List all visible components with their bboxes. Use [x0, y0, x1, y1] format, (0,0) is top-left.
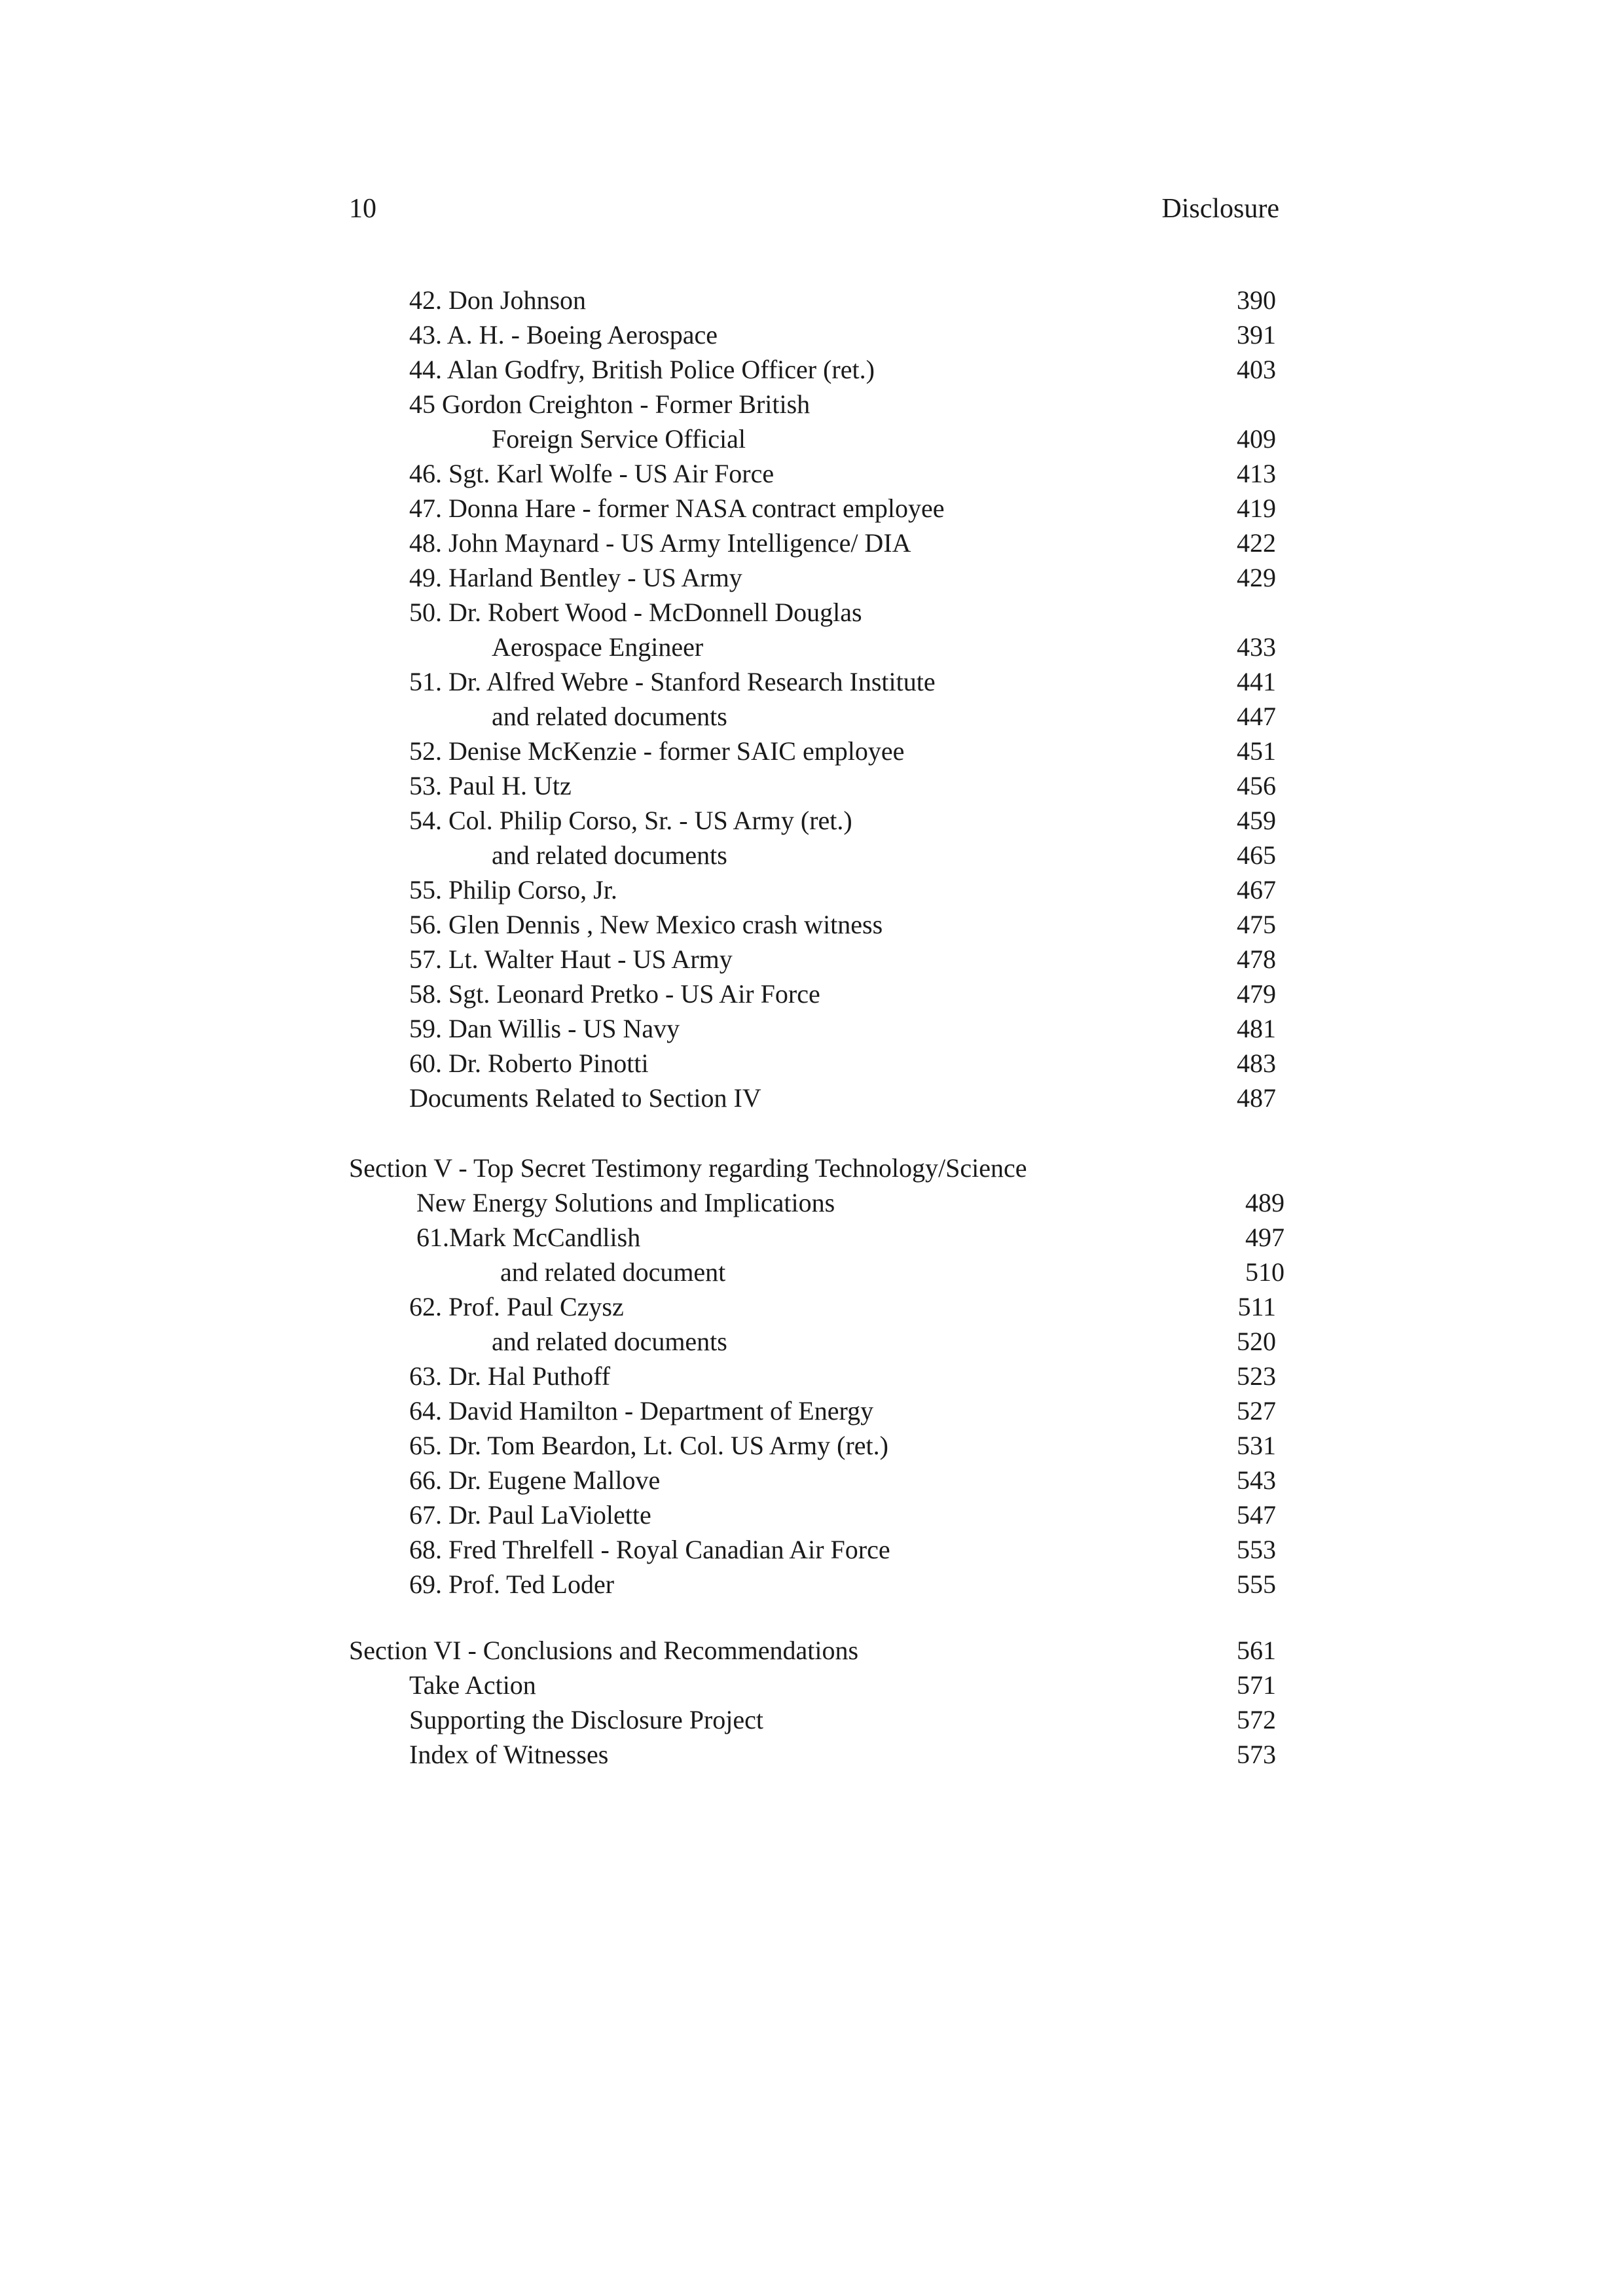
toc-entry-title: Foreign Service Official	[492, 424, 746, 454]
toc-entry	[0, 1011, 1623, 1046]
toc-entry-title: 57. Lt. Walter Haut - US Army	[409, 944, 733, 974]
toc-entry	[0, 1702, 1623, 1737]
toc-entry	[0, 422, 1623, 456]
toc-entry	[0, 699, 1623, 734]
toc-entry	[0, 838, 1623, 872]
toc-entry	[0, 1498, 1623, 1532]
toc-entry	[0, 387, 1623, 422]
toc-entry-page: 459	[1237, 806, 1276, 835]
toc-entry	[0, 1668, 1623, 1702]
toc-entry-page: 543	[1237, 1465, 1276, 1495]
toc-entry	[0, 1393, 1623, 1428]
toc-entry-title: and related documents	[492, 702, 727, 731]
toc-entry	[0, 977, 1623, 1011]
table-of-contents	[0, 283, 1623, 1772]
toc-entry-title: and related documents	[492, 1327, 727, 1356]
toc-entry-title: 64. David Hamilton - Department of Energy	[409, 1396, 874, 1426]
toc-entry-page: 429	[1237, 563, 1276, 592]
toc-entry	[0, 560, 1623, 595]
running-title: Disclosure	[1161, 194, 1279, 224]
toc-entry	[0, 1324, 1623, 1359]
toc-entry-title: 43. A. H. - Boeing Aerospace	[409, 320, 718, 350]
toc-entry	[0, 734, 1623, 768]
toc-entry	[0, 907, 1623, 942]
page-number: 10	[349, 194, 376, 224]
toc-entry	[0, 872, 1623, 907]
toc-entry-title: 46. Sgt. Karl Wolfe - US Air Force	[409, 459, 775, 488]
toc-entry	[0, 1081, 1623, 1115]
section-vi-title: Section VI - Conclusions and Recommendations	[349, 1636, 859, 1665]
toc-entry-title: 54. Col. Philip Corso, Sr. - US Army (ret.)	[409, 806, 852, 835]
toc-entry-title: 68. Fred Threlfell - Royal Canadian Air Force	[409, 1535, 890, 1564]
toc-entry-page: 478	[1237, 944, 1276, 974]
toc-entry-title: Documents Related to Section IV	[409, 1083, 761, 1113]
toc-entry-page: 547	[1237, 1500, 1276, 1530]
toc-entry-page: 422	[1237, 528, 1276, 558]
toc-entry-page: 419	[1237, 493, 1276, 523]
toc-entry-title: 60. Dr. Roberto Pinotti	[409, 1049, 649, 1078]
toc-entry-page: 390	[1237, 285, 1276, 315]
toc-entry	[0, 1220, 1623, 1255]
toc-entry	[0, 283, 1623, 317]
toc-entry-page: 571	[1237, 1670, 1276, 1700]
toc-entry-title: New Energy Solutions and Implications	[416, 1188, 835, 1217]
toc-entry-page: 573	[1237, 1740, 1276, 1769]
toc-entry	[0, 1289, 1623, 1324]
toc-entry	[0, 1567, 1623, 1602]
toc-entry	[0, 942, 1623, 977]
toc-entry-page: 553	[1237, 1535, 1276, 1564]
toc-entry-page: 451	[1237, 736, 1276, 766]
toc-entry-page: 527	[1237, 1396, 1276, 1426]
toc-entry-page: 403	[1237, 355, 1276, 384]
toc-entry-title: and related document	[500, 1257, 726, 1287]
toc-entry	[0, 317, 1623, 352]
toc-entry	[0, 1532, 1623, 1567]
toc-entry	[0, 664, 1623, 699]
toc-entry-title: 44. Alan Godfry, British Police Officer (ret.)	[409, 355, 875, 384]
section-v-title: Section V - Top Secret Testimony regarding Technology/Science	[349, 1153, 1027, 1183]
toc-entry	[0, 803, 1623, 838]
toc-entry-title: 67. Dr. Paul LaViolette	[409, 1500, 651, 1530]
toc-entry	[0, 1428, 1623, 1463]
section-heading	[0, 1633, 1623, 1668]
toc-entry	[0, 526, 1623, 560]
toc-entry-page: 413	[1237, 459, 1276, 488]
toc-entry-title: Aerospace Engineer	[492, 632, 704, 662]
toc-entry	[0, 1255, 1623, 1289]
toc-entry-page: 479	[1237, 979, 1276, 1009]
section-vi	[0, 1633, 1623, 1772]
toc-entry	[0, 1046, 1623, 1081]
toc-entry	[0, 1359, 1623, 1393]
toc-entry-title: Index of Witnesses	[409, 1740, 609, 1769]
toc-entry-title: 42. Don Johnson	[409, 285, 587, 315]
toc-entry-title: 53. Paul H. Utz	[409, 771, 572, 800]
toc-entry	[0, 630, 1623, 664]
toc-entry-title: 61.Mark McCandlish	[416, 1223, 641, 1252]
toc-entry	[0, 595, 1623, 630]
toc-entry-title: Take Action	[409, 1670, 536, 1700]
toc-entry-page: 510	[1245, 1257, 1285, 1287]
toc-entry	[0, 768, 1623, 803]
toc-entry-page: 489	[1245, 1188, 1285, 1217]
toc-entry-title: 50. Dr. Robert Wood - McDonnell Douglas	[409, 598, 862, 627]
toc-entry-page: 483	[1237, 1049, 1276, 1078]
toc-entry-title: 62. Prof. Paul Czysz	[409, 1292, 624, 1321]
section-heading	[0, 1151, 1623, 1185]
toc-entry-title: 52. Denise McKenzie - former SAIC employee	[409, 736, 905, 766]
toc-entry-title: 56. Glen Dennis , New Mexico crash witness	[409, 910, 883, 939]
toc-entry-page: 447	[1237, 702, 1276, 731]
toc-entry-page: 433	[1237, 632, 1276, 662]
toc-entry	[0, 456, 1623, 491]
toc-entry-title: 66. Dr. Eugene Mallove	[409, 1465, 661, 1495]
toc-entry-page: 409	[1237, 424, 1276, 454]
toc-entry-title: 65. Dr. Tom Beardon, Lt. Col. US Army (ret.)	[409, 1431, 888, 1460]
toc-entry-page: 497	[1245, 1223, 1285, 1252]
toc-entry-page: 531	[1237, 1431, 1276, 1460]
toc-entry	[0, 491, 1623, 526]
toc-entry-title: 48. John Maynard - US Army Intelligence/ DIA	[409, 528, 911, 558]
toc-entry-title: 47. Donna Hare - former NASA contract employee	[409, 493, 945, 523]
toc-entry-page: 475	[1237, 910, 1276, 939]
section-spacer	[0, 1602, 1623, 1633]
toc-entry-title: 55. Philip Corso, Jr.	[409, 875, 617, 905]
toc-entry-title: 45 Gordon Creighton - Former British	[409, 389, 811, 419]
toc-entry-title: 59. Dan Willis - US Navy	[409, 1014, 680, 1043]
toc-entry-title: 69. Prof. Ted Loder	[409, 1570, 615, 1599]
toc-entry-page: 456	[1237, 771, 1276, 800]
toc-entry-title: 49. Harland Bentley - US Army	[409, 563, 742, 592]
toc-entry-page: 467	[1237, 875, 1276, 905]
toc-entry	[0, 1185, 1623, 1220]
section-iv-list	[0, 283, 1623, 1115]
toc-entry-title: 51. Dr. Alfred Webre - Stanford Research Institute	[409, 667, 936, 696]
toc-entry-page: 520	[1237, 1327, 1276, 1356]
toc-entry-page: 441	[1237, 667, 1276, 696]
toc-entry	[0, 352, 1623, 387]
toc-entry	[0, 1737, 1623, 1772]
section-spacer	[0, 1115, 1623, 1151]
section-v	[0, 1151, 1623, 1602]
toc-entry-page: 555	[1237, 1570, 1276, 1599]
toc-entry-title: 58. Sgt. Leonard Pretko - US Air Force	[409, 979, 820, 1009]
toc-entry	[0, 1463, 1623, 1498]
toc-entry-page: 391	[1237, 320, 1276, 350]
toc-entry-title: 63. Dr. Hal Puthoff	[409, 1361, 611, 1391]
section-vi-page: 561	[1237, 1636, 1276, 1665]
toc-entry-page: 511	[1237, 1292, 1276, 1321]
toc-entry-page: 481	[1237, 1014, 1276, 1043]
toc-entry-page: 465	[1237, 840, 1276, 870]
toc-entry-page: 572	[1237, 1705, 1276, 1734]
toc-entry-page: 523	[1237, 1361, 1276, 1391]
toc-entry-page: 487	[1237, 1083, 1276, 1113]
toc-entry-title: and related documents	[492, 840, 727, 870]
toc-entry-title: Supporting the Disclosure Project	[409, 1705, 764, 1734]
